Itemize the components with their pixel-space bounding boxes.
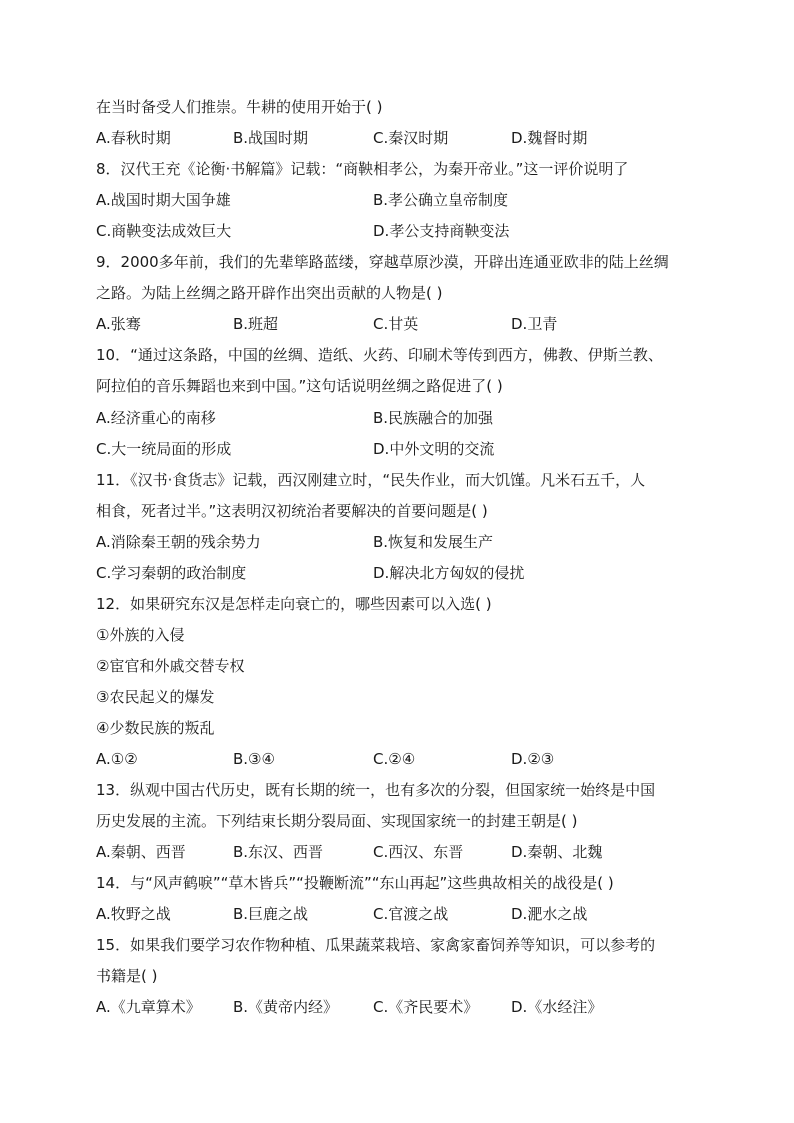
option-c: C.商鞅变法成效巨大 <box>96 222 232 240</box>
option-d: D.孝公支持商鞅变法 <box>373 222 510 240</box>
option-a: A.秦朝、西晋 <box>96 843 186 861</box>
option-b: B.东汉、西晋 <box>233 843 324 861</box>
question-9-stem-line-2: 之路。为陆上丝绸之路开辟作出突出贡献的人物是( ) <box>96 284 443 302</box>
option-a: A.牧野之战 <box>96 905 171 923</box>
question-8-stem: 8．汉代王充《论衡·书解篇》记载：“商鞅相孝公，为秦开帝业。”这一评价说明了 <box>96 160 629 178</box>
question-7-stem-tail: 在当时备受人们推崇。牛耕的使用开始于( ) <box>96 98 383 116</box>
question-12-item-3: ③农民起义的爆发 <box>96 688 215 706</box>
option-a: A.春秋时期 <box>96 129 171 147</box>
question-12-item-4: ④少数民族的叛乱 <box>96 719 215 737</box>
option-d: D.《水经注》 <box>511 998 603 1016</box>
question-10-stem-line-1: 10．“通过这条路，中国的丝绸、造纸、火药、印刷术等传到西方，佛教、伊斯兰教、 <box>96 346 663 364</box>
question-12-item-2: ②宦官和外戚交替专权 <box>96 657 245 675</box>
question-13-stem-line-2: 历史发展的主流。下列结束长期分裂局面、实现国家统一的封建王朝是( ) <box>96 812 578 830</box>
option-b: B.班超 <box>233 315 279 333</box>
option-b: B.战国时期 <box>233 129 309 147</box>
option-a: A.经济重心的南移 <box>96 409 216 427</box>
option-d: D.②③ <box>511 750 555 768</box>
question-12-stem: 12．如果研究东汉是怎样走向衰亡的，哪些因素可以入选( ) <box>96 595 492 613</box>
question-12-item-1: ①外族的入侵 <box>96 626 185 644</box>
question-9-stem-line-1: 9．2000多年前，我们的先辈筚路蓝缕，穿越草原沙漠，开辟出连通亚欧非的陆上丝绸 <box>96 253 669 271</box>
option-d: D.秦朝、北魏 <box>511 843 603 861</box>
question-13-stem-line-1: 13．纵观中国古代历史，既有长期的统一，也有多次的分裂，但国家统一始终是中国 <box>96 781 656 799</box>
question-14-stem: 14．与“风声鹤唳”“草木皆兵”“投鞭断流”“东山再起”这些典故相关的战役是( ) <box>96 874 614 892</box>
option-b: B.巨鹿之战 <box>233 905 309 923</box>
option-c: C.甘英 <box>373 315 419 333</box>
option-d: D.解决北方匈奴的侵扰 <box>373 564 525 582</box>
question-15-stem-line-2: 书籍是( ) <box>96 967 158 985</box>
option-a: A.①② <box>96 750 138 768</box>
option-b: B.恢复和发展生产 <box>373 533 494 551</box>
question-11-stem-line-2: 相食，死者过半。”这表明汉初统治者要解决的首要问题是( ) <box>96 502 488 520</box>
option-b: B.③④ <box>233 750 275 768</box>
question-15-stem-line-1: 15．如果我们要学习农作物种植、瓜果蔬菜栽培、家禽家畜饲养等知识，可以参考的 <box>96 936 656 954</box>
option-a: A.消除秦王朝的残余势力 <box>96 533 261 551</box>
option-c: C.大一统局面的形成 <box>96 440 232 458</box>
option-c: C.秦汉时期 <box>373 129 449 147</box>
option-b: B.孝公确立皇帝制度 <box>373 191 509 209</box>
option-c: C.学习秦朝的政治制度 <box>96 564 247 582</box>
option-d: D.魏督时期 <box>511 129 588 147</box>
question-10-stem-line-2: 阿拉伯的音乐舞蹈也来到中国。”这句话说明丝绸之路促进了( ) <box>96 377 503 395</box>
option-a: A.战国时期大国争雄 <box>96 191 231 209</box>
option-b: B.《黄帝内经》 <box>233 998 339 1016</box>
option-a: A.张骞 <box>96 315 141 333</box>
option-c: C.《齐民要术》 <box>373 998 479 1016</box>
option-d: D.中外文明的交流 <box>373 440 495 458</box>
option-c: C.西汉、东晋 <box>373 843 464 861</box>
option-c: C.②④ <box>373 750 416 768</box>
option-b: B.民族融合的加强 <box>373 409 494 427</box>
question-11-stem-line-1: 11．《汉书·食货志》记载，西汉刚建立时，“民失作业，而大饥馑。凡米石五千，人 <box>96 471 646 489</box>
option-d: D.卫青 <box>511 315 558 333</box>
option-a: A.《九章算术》 <box>96 998 201 1016</box>
option-c: C.官渡之战 <box>373 905 449 923</box>
option-d: D.淝水之战 <box>511 905 588 923</box>
